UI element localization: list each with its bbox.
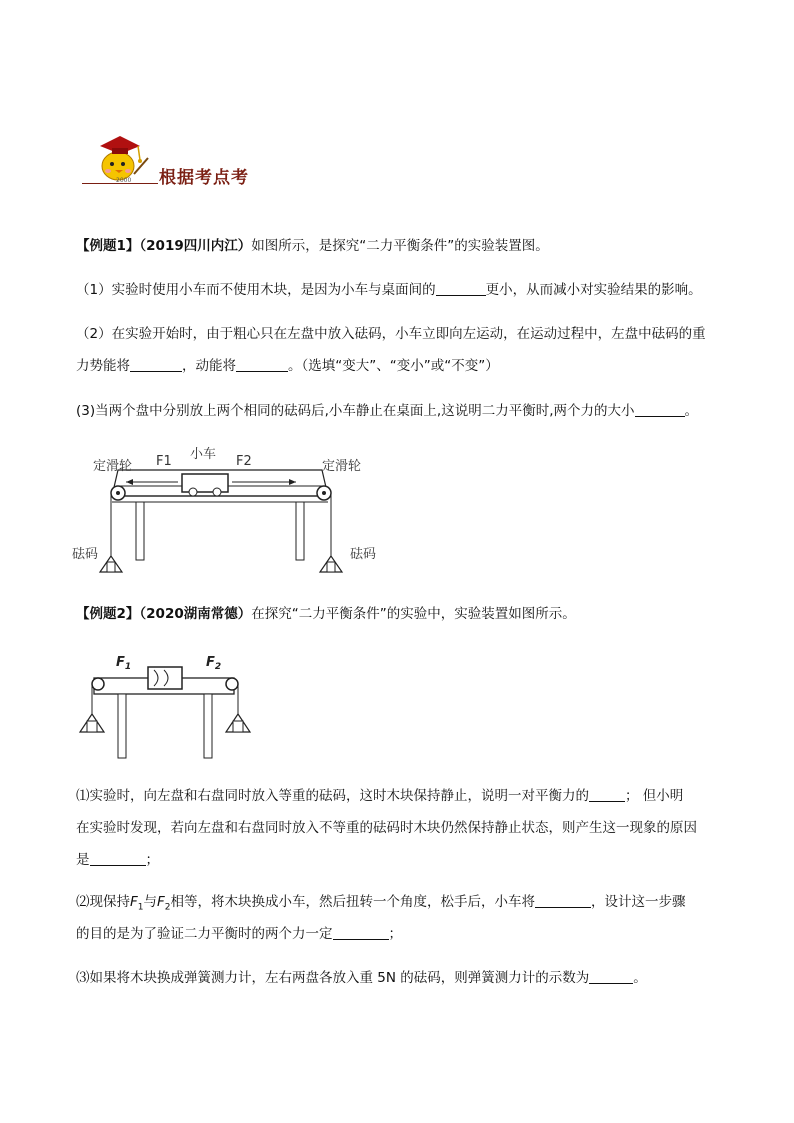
example1-q1 (76, 274, 726, 306)
example2-stem-text: 在探究“二力平衡条件”的实验中，实验装置如图所示。 (251, 606, 576, 622)
q2-text-c: ，设计这一步骤 (591, 894, 686, 910)
q2-text-e: ； (388, 926, 402, 942)
right-pulley-label: 定滑轮 (322, 459, 362, 474)
q1-text-b: ； 但小明 (625, 788, 684, 804)
q2-text-b: ，动能将 (182, 358, 236, 374)
right-weight-label: 砝码 (350, 547, 377, 562)
left-weight-label: 砝码 (72, 547, 99, 562)
left-pulley (92, 678, 104, 690)
f2-label: F2 (236, 454, 252, 469)
table-leg (136, 502, 144, 560)
svg-text:2000: 2000 (116, 177, 132, 184)
example1-source: （2019四川内江） (139, 238, 252, 254)
cart-label: 小车 (190, 447, 217, 462)
example1-stem-text: 如图所示，是探究“二力平衡条件”的实验装置图。 (251, 238, 549, 254)
q3-text: (3)当两个盘中分别放上两个相同的砝码后,小车静止在桌面上,这说明二力平衡时,两个力的大小 (76, 403, 635, 419)
example2-q2-line2 (76, 918, 726, 950)
answer-blank[interactable] (436, 281, 486, 296)
q2-text-c: 。（选填“变大”、“变小”或“不变”） (288, 358, 499, 374)
left-pulley-label: 定滑轮 (93, 459, 133, 474)
q3-text-end: 。 (684, 403, 698, 419)
q3-text-b: 。 (633, 970, 647, 986)
f2-label: $F_2$ (206, 655, 222, 672)
example2-q3 (76, 962, 726, 994)
section-title: 根据考点考 (159, 168, 249, 188)
q2-text-a: 力势能将 (76, 358, 130, 374)
right-pulley (226, 678, 238, 690)
answer-blank[interactable] (589, 787, 625, 802)
answer-blank[interactable] (333, 925, 389, 940)
q2-f2-sub: 2 (164, 902, 171, 913)
figure1-apparatus (66, 438, 396, 584)
example2-tag: 【例题2】 (76, 606, 140, 622)
answer-blank[interactable] (589, 969, 633, 984)
example2-q1-line1 (76, 780, 726, 812)
graduate-chick-icon (78, 124, 158, 188)
figure2-apparatus (72, 650, 252, 760)
answer-blank[interactable] (236, 357, 288, 372)
answer-blank[interactable] (535, 893, 591, 908)
cart (182, 474, 228, 492)
answer-blank[interactable] (90, 851, 146, 866)
example2-stem (76, 598, 726, 630)
example2-q1-line2: 在实验时发现，若向左盘和右盘同时放入不等重的砝码时木块仍然保持静止状态，则产生这一现象的原因 (76, 820, 697, 836)
example1-q3 (76, 395, 726, 427)
f1-label: F1 (156, 454, 172, 469)
example1-q2-line1: （2）在实验开始时，由于粗心只在左盘中放入砝码，小车立即向左运动，在运动过程中，左盘中砝码的重 (76, 326, 706, 342)
q1-text-end: 更小，从而减小对实验结果的影响。 (485, 282, 702, 298)
q2-text-a: ⑵现保持 (76, 894, 130, 910)
wooden-block (148, 667, 182, 689)
table-leg (204, 694, 212, 758)
answer-blank[interactable] (130, 357, 182, 372)
example1-tag: 【例题1】 (76, 238, 140, 254)
table-leg (118, 694, 126, 758)
q2-mid: 与 (143, 894, 157, 910)
q2-f1: F (130, 894, 138, 910)
q1-text: （1）实验时使用小车而不使用木块，是因为小车与桌面间的 (76, 282, 436, 298)
q1-text-d: ； (145, 852, 159, 868)
example2-source: （2020湖南常德） (139, 606, 252, 622)
header-underline (82, 183, 158, 184)
q2-text-b: 相等，将木块换成小车，然后扭转一个角度，松手后，小车将 (170, 894, 535, 910)
table-leg (296, 502, 304, 560)
q2-text-d: 的目的是为了验证二力平衡时的两个力一定 (76, 926, 333, 942)
q1-text-a: ⑴实验时，向左盘和右盘同时放入等重的砝码，这时木块保持静止，说明一对平衡力的 (76, 788, 589, 804)
section-header (78, 124, 338, 188)
f1-label: $F_1$ (116, 655, 132, 672)
example2-q1-line3 (76, 844, 726, 876)
example1-stem (76, 230, 726, 262)
q2-f2: F (157, 894, 165, 910)
q2-f1-sub: 1 (137, 902, 144, 913)
answer-blank[interactable] (635, 402, 685, 417)
q1-text-c: 是 (76, 852, 90, 868)
q3-text-a: ⑶如果将木块换成弹簧测力计，左右两盘各放入重 5N 的砝码，则弹簧测力计的示数为 (76, 970, 590, 986)
example1-q2-line2 (76, 350, 726, 382)
